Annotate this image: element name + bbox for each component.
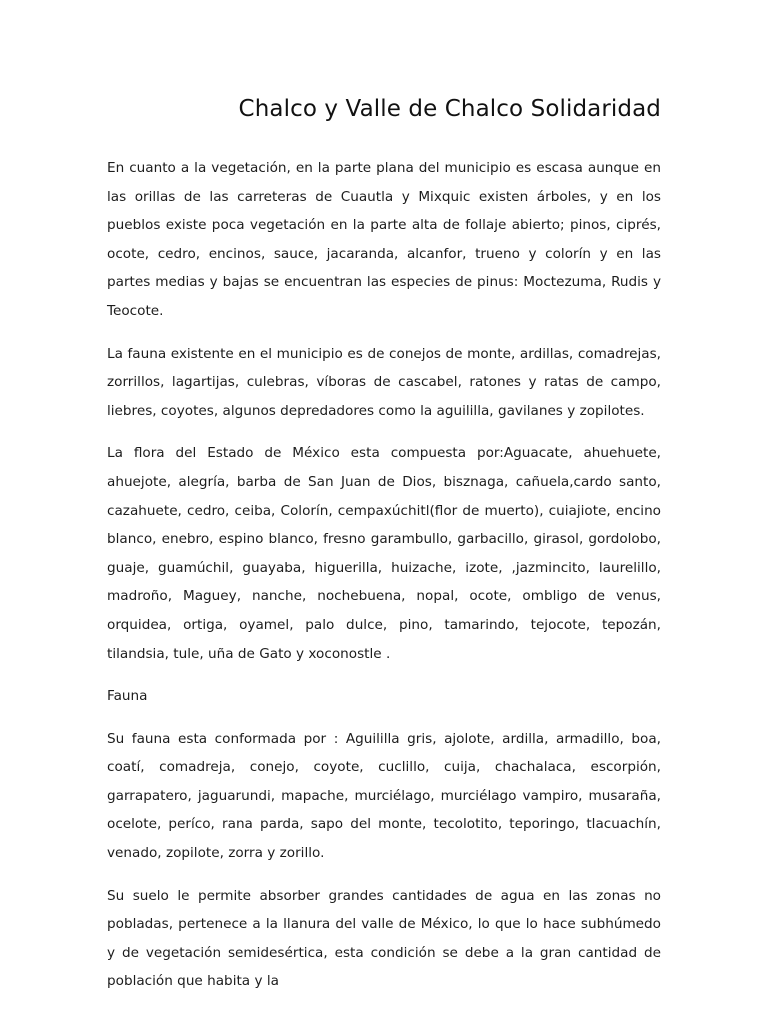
document-title: Chalco y Valle de Chalco Solidaridad	[238, 96, 661, 122]
paragraph-flora-estado: La flora del Estado de México esta compuesta por:Aguacate, ahuehuete, ahuejote, alegría, barba de San Juan de Dios, bisznaga, cañuela,cardo santo, cazahuete, cedro, ceiba, Colorín, cempaxúchitl(flor de muerto), cuiajiote, encino blanco, enebro, espino blanco, fresno garambullo, garbacillo, girasol, gordolobo, guaje, guamúchil, guayaba, higuerilla, huizache, izote, ,jazmincito, laurelillo, madroño, Maguey, nanche, nochebuena, nopal, ocote, ombligo de venus, orquidea, ortiga, oyamel, palo dulce, pino, tamarindo, tejocote, tepozán, tilandsia, tule, uña de Gato y xoconostle .	[107, 445, 661, 662]
document-body	[107, 154, 661, 1010]
paragraph-suelo: Su suelo le permite absorber grandes cantidades de agua en las zonas no pobladas, pertenece a la llanura del valle de México, lo que lo hace subhúmedo y de vegetación semidesértica, esta condición se debe a la gran cantidad de población que habita y la	[107, 887, 661, 990]
paragraph-fauna-lista: Su fauna esta conformada por : Aguililla gris, ajolote, ardilla, armadillo, boa, coatí, comadreja, conejo, coyote, cuclillo, cuija, chachalaca, escorpión, garrapatero, jaguarundi, mapache, murciélago, murciélago vampiro, musaraña, ocelote, períco, rana parda, sapo del monte, tecolotito, teporingo, tlacuachín, venado, zopilote, zorra y zorillo.	[107, 730, 661, 862]
section-heading-fauna: Fauna	[107, 688, 148, 705]
paragraph-vegetacion: En cuanto a la vegetación, en la parte plana del municipio es escasa aunque en las orillas de las carreteras de Cuautla y Mixquic existen árboles, y en los pueblos existe poca vegetación en la parte alta de follaje abierto; pinos, ciprés, ocote, cedro, encinos, sauce, jacaranda, alcanfor, trueno y colorín y en las partes medias y bajas se encuentran las especies de pinus: Moctezuma, Rudis y Teocote.	[107, 160, 661, 319]
paragraph-fauna-municipio: La fauna existente en el municipio es de conejos de monte, ardillas, comadrejas, zorrillos, lagartijas, culebras, víboras de cascabel, ratones y ratas de campo, liebres, coyotes, algunos depredadores como la aguililla, gavilanes y zopilotes.	[107, 345, 661, 419]
